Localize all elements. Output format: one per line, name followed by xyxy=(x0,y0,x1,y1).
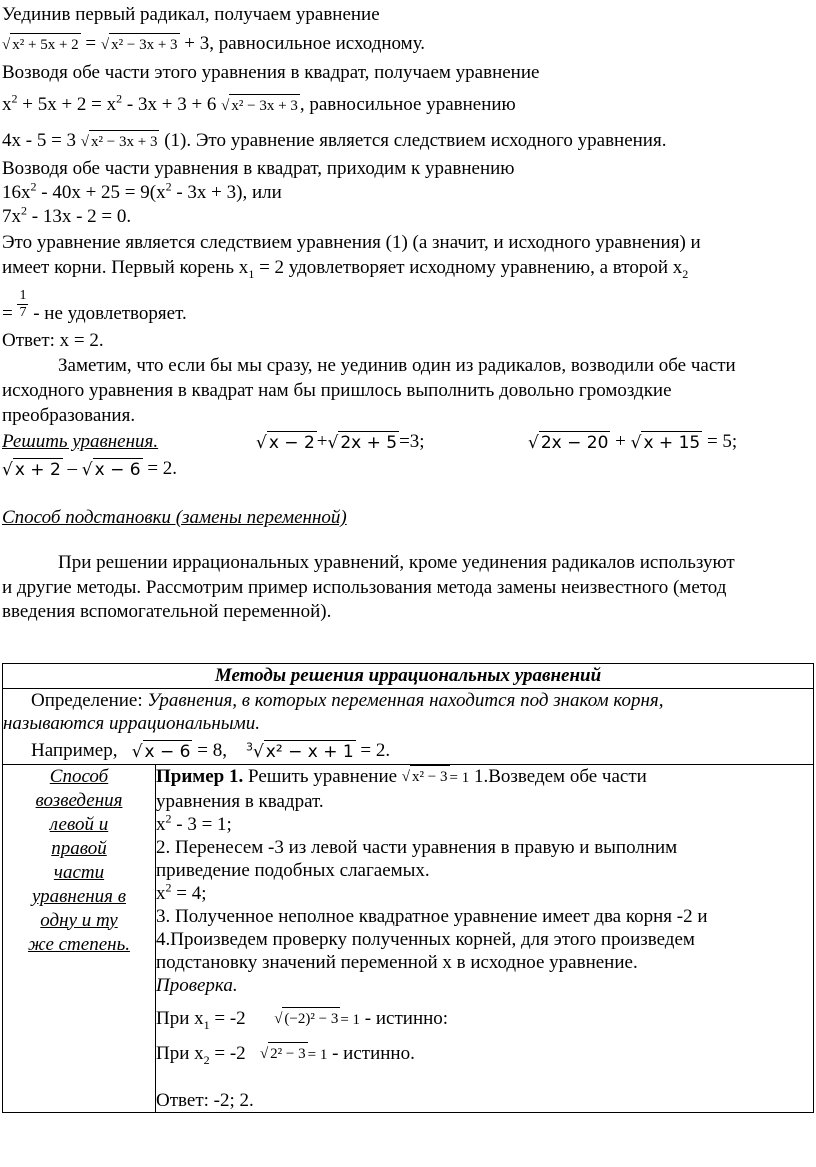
method-name-cell: Способ возведения левой и правой части уравнения в одну и ту же степень. xyxy=(3,764,156,1112)
definition-text-2: называются иррациональными. xyxy=(3,713,260,734)
line-9: Это уравнение является следствием уравнения (1) (а значит, и исходного уравнения) и xyxy=(2,232,701,253)
line-12: Ответ: x = 2. xyxy=(2,330,104,351)
line-15: преобразования. xyxy=(2,405,136,426)
line-8: $7x^2 - 13x - 2 = 0$. xyxy=(2,203,132,227)
answer-line: Ответ: -2; 2. xyxy=(156,1089,254,1111)
example-title-line: Пример 1. Решить уравнение √ x² − 3 = 1 1.Возведем обе части xyxy=(156,765,813,790)
definition-text-1: Уравнения, в которых переменная находится под знаком корня, xyxy=(147,690,664,711)
radical-3: √ x² − 3x + 3 xyxy=(221,94,300,117)
line-13: Заметим, что если бы мы сразу, не уединив один из радикалов, возводили обе части xyxy=(58,355,736,376)
exercise-eq-3: √ x + 2 – √ x − 6 = 2. xyxy=(2,458,178,481)
paragraph-line-2: и другие методы. Рассмотрим пример использования метода замены неизвестного (метод xyxy=(2,577,727,598)
line-1: Уединив первый радикал, получаем уравнение xyxy=(2,4,380,25)
definition-cell xyxy=(3,689,814,765)
exercise-eq-2: √ 2x − 20 + √ x + 15 = 5; xyxy=(528,431,738,454)
check-line-2: При $x_2 = -2$ √ 2² − 3 = 1 - истинно. xyxy=(156,1042,415,1067)
line-3: Возводя обе части этого уравнения в квадрат, получаем уравнение xyxy=(2,62,540,83)
methods-table xyxy=(2,663,814,1113)
section-title: Способ подстановки (замены переменной) xyxy=(2,507,347,528)
fraction-one-seventh: $\frac{1}{7}$ xyxy=(19,288,27,320)
exercise-label: Решить уравнения. xyxy=(2,431,159,452)
definition-label: Определение: xyxy=(31,690,143,711)
line-11: = $\frac{1}{7}$ - не удовлетворяет. xyxy=(2,288,187,324)
check-label: Проверка. xyxy=(156,974,238,996)
check-line-1: При $x_1 = -2$ √ (−2)² − 3 = 1 - истинно: xyxy=(156,1007,449,1032)
exercise-eq-1: √ x − 2 +√ 2x + 5 =3; xyxy=(256,431,425,454)
line-7: $16x^2 - 40x + 25 = 9(x^2 - 3x + 3)$, или xyxy=(2,179,282,203)
line-10: имеет корни. Первый корень $x_1 = 2$ удовлетворяет исходному уравнению, а второй $x_2$ xyxy=(2,257,689,281)
line-2: √ x² + 5x + 2 = √ x² − 3x + 3 + 3, равносильное исходному. xyxy=(2,33,425,56)
line-5: 4x - 5 = 3 √ x² − 3x + 3 (1). Это уравнение является следствием исходного уравнения. xyxy=(2,130,666,153)
example-line: Например, √ x − 6 = 8, $^3$√ x² − x + 1 = 2. xyxy=(31,739,391,762)
radical-1: √ x² + 5x + 2 xyxy=(2,33,81,56)
line-4: $x^2 + 5x + 2 = x^2 - 3x + 3 + 6$ √ x² − 3x + 3 , равносильное уравнению xyxy=(2,94,516,117)
radical-2: √ x² − 3x + 3 xyxy=(101,33,180,56)
line-6: Возводя обе части уравнения в квадрат, приходим к уравнению xyxy=(2,158,515,179)
radical-4: √ x² − 3x + 3 xyxy=(81,130,160,153)
paragraph-line-3: введения вспомогательной переменной). xyxy=(2,601,332,622)
paragraph-line-1: При решении иррациональных уравнений, кроме уединения радикалов используют xyxy=(58,552,735,573)
example-cell: Пример 1. Решить уравнение √ x² − 3 = 1 1.Возведем обе части уравнения в квадрат. $x^2 - 3 = 1$; 2. Перенесем -3 из левой части уравнения в правую и выполним приведение подобных слагаемых. $x^2 = 4$; 3. Полученное неполное квадратное уравнение имеет два корня -2 и 4.Произведем проверку полученных корней, для этого произведем подстановку значений переменной x в исходное уравнение. Проверка. При $x_1 = -2$ √ (−2)² − 3 = 1 - истинно: При $x_2 = -2$ √ 2² − 3 = 1 - истинно. Ответ: -2; 2. xyxy=(156,764,814,1112)
table-header: Методы решения иррациональных уравнений xyxy=(3,664,814,689)
line-14: исходного уравнения в квадрат нам бы пришлось выполнить довольно громоздкие xyxy=(2,380,672,401)
